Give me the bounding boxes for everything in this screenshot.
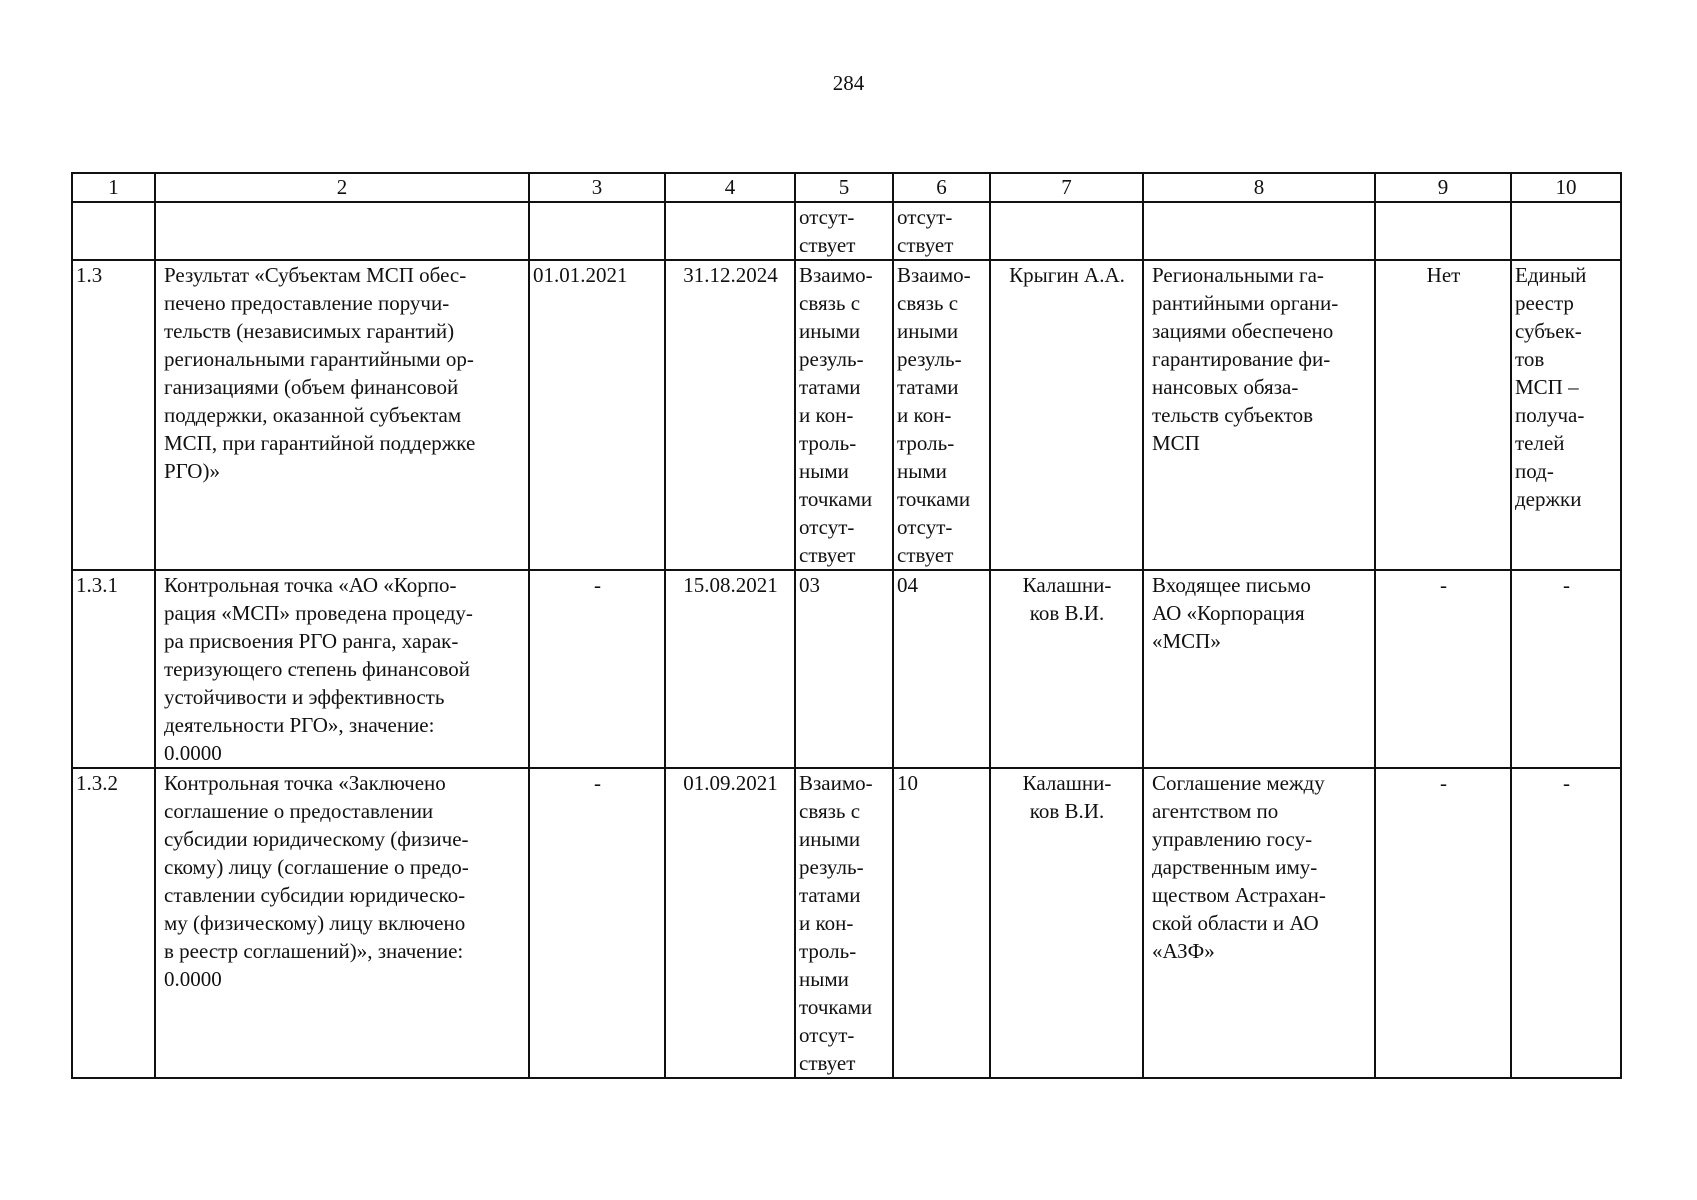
cell-line: 10 [897, 771, 918, 795]
cell-start-date [529, 202, 665, 260]
cell-line: управлению госу- [1152, 827, 1313, 851]
cell-line: Контрольная точка «Заключено [164, 771, 446, 795]
cell-line: точками [799, 487, 873, 511]
cell-responsible [990, 260, 1143, 570]
cell-title [155, 260, 529, 570]
cell-line: отсут- [799, 515, 855, 539]
cell-title [155, 570, 529, 768]
cell-system [1511, 260, 1621, 570]
header-cell: 9 [1375, 173, 1511, 202]
cell-line: ганизациями (объем финансовой [164, 375, 459, 399]
cell-line: деятельности РГО», значение: [164, 713, 435, 737]
cell-line: татами [897, 375, 959, 399]
cell-line: телей [1515, 431, 1565, 455]
cell-line: тельств субъектов [1152, 403, 1314, 427]
cell-number [72, 202, 155, 260]
table-header-row [72, 173, 1621, 202]
cell-line: ными [799, 967, 849, 991]
cell-document [1143, 768, 1375, 1078]
cell-line: иными [799, 827, 861, 851]
cell-line: Единый [1515, 263, 1587, 287]
cell-line: - [1563, 771, 1570, 795]
cell-responsible [990, 768, 1143, 1078]
cell-title [155, 768, 529, 1078]
cell-line: ставлении субсидии юридическо- [164, 883, 466, 907]
data-table [71, 172, 1622, 1079]
cell-line: троль- [799, 431, 857, 455]
table-row [72, 260, 1621, 570]
cell-line: агентством по [1152, 799, 1279, 823]
cell-predecessor [795, 570, 893, 768]
cell-line: точками [897, 487, 971, 511]
cell-line: - [1563, 573, 1570, 597]
cell-end-date [665, 202, 795, 260]
cell-flag: - [1375, 768, 1511, 1078]
cell-line: Контрольная точка «АО «Корпо- [164, 573, 457, 597]
cell-line: печено предоставление поручи- [164, 291, 450, 315]
cell-line: Крыгин А.А. [1009, 263, 1125, 287]
cell-line: поддержки, оказанной субъектам [164, 403, 462, 427]
header-cell: 1 [72, 173, 155, 202]
cell-responsible [990, 570, 1143, 768]
cell-line: реестр [1515, 291, 1574, 315]
table-body [72, 173, 1621, 1078]
header-cell: 5 [795, 173, 893, 202]
cell-line: связь с [799, 799, 861, 823]
cell-line: «МСП» [1152, 629, 1221, 653]
cell-line: 0.0000 [164, 741, 222, 765]
cell-title [155, 202, 529, 260]
cell-line: связь с [897, 291, 959, 315]
cell-line: отсут- [799, 1023, 855, 1047]
cell-successor [893, 260, 990, 570]
cell-number: 1.3.2 [72, 768, 155, 1078]
cell-line: Взаимо- [897, 263, 971, 287]
cell-flag: Нет [1375, 260, 1511, 570]
cell-line: резуль- [897, 347, 962, 371]
cell-end-date: 31.12.2024 [665, 260, 795, 570]
cell-line: ствует [897, 543, 954, 567]
cell-line: РГО)» [164, 459, 220, 483]
cell-line: МСП, при гарантийной поддержке [164, 431, 476, 455]
table-row [72, 768, 1621, 1078]
cell-line: иными [897, 319, 959, 343]
cell-line: отсут- [897, 205, 953, 229]
cell-start-date: - [529, 570, 665, 768]
cell-line: тельств (независимых гарантий) [164, 319, 455, 343]
cell-line: субъек- [1515, 319, 1582, 343]
cell-flag [1375, 202, 1511, 260]
cell-line: и кон- [799, 403, 854, 427]
cell-end-date: 15.08.2021 [665, 570, 795, 768]
cell-line: в реестр соглашений)», значение: [164, 939, 464, 963]
cell-line: Взаимо- [799, 771, 873, 795]
cell-line: дарственным иму- [1152, 855, 1318, 879]
cell-end-date: 01.09.2021 [665, 768, 795, 1078]
cell-line: резуль- [799, 855, 864, 879]
cell-line: ствует [799, 233, 856, 257]
cell-line: 0.0000 [164, 967, 222, 991]
cell-line: ствует [897, 233, 954, 257]
cell-line: Входящее письмо [1152, 573, 1311, 597]
cell-start-date: 01.01.2021 [529, 260, 665, 570]
cell-line: МСП – [1515, 375, 1579, 399]
cell-line: Калашни- [1022, 573, 1112, 597]
cell-predecessor [795, 260, 893, 570]
cell-system [1511, 768, 1621, 1078]
header-cell: 8 [1143, 173, 1375, 202]
cell-line: Взаимо- [799, 263, 873, 287]
header-cell: 7 [990, 173, 1143, 202]
table-row [72, 570, 1621, 768]
cell-line: татами [799, 883, 861, 907]
cell-line: Соглашение между [1152, 771, 1325, 795]
cell-line: ра присвоения РГО ранга, харак- [164, 629, 459, 653]
cell-line: устойчивости и эффективность [164, 685, 445, 709]
cell-line: рация «МСП» проведена процеду- [164, 601, 473, 625]
cell-line: 04 [897, 573, 918, 597]
cell-line: соглашение о предоставлении [164, 799, 434, 823]
cell-line: му (физическому) лицу включено [164, 911, 466, 935]
cell-line: и кон- [799, 911, 854, 935]
cell-flag: - [1375, 570, 1511, 768]
cell-line: троль- [799, 939, 857, 963]
cell-line: иными [799, 319, 861, 343]
cell-successor [893, 768, 990, 1078]
cell-line: отсут- [897, 515, 953, 539]
cell-system [1511, 202, 1621, 260]
cell-line: ными [799, 459, 849, 483]
cell-line: гарантирование фи- [1152, 347, 1331, 371]
cell-successor [893, 202, 990, 260]
cell-line: резуль- [799, 347, 864, 371]
header-cell: 2 [155, 173, 529, 202]
cell-document [1143, 570, 1375, 768]
cell-line: татами [799, 375, 861, 399]
cell-line: под- [1515, 459, 1554, 483]
cell-line: ществом Астрахан- [1152, 883, 1326, 907]
cell-system [1511, 570, 1621, 768]
cell-predecessor [795, 768, 893, 1078]
cell-document [1143, 202, 1375, 260]
cell-line: Региональными га- [1152, 263, 1324, 287]
cell-line: держки [1515, 487, 1582, 511]
cell-line: скому) лицу (соглашение о предо- [164, 855, 469, 879]
cell-line: точками [799, 995, 873, 1019]
cell-document [1143, 260, 1375, 570]
cell-line: Результат «Субъектам МСП обес- [164, 263, 467, 287]
cell-line: получа- [1515, 403, 1585, 427]
header-cell: 10 [1511, 173, 1621, 202]
cell-line: отсут- [799, 205, 855, 229]
cell-line: Калашни- [1022, 771, 1112, 795]
cell-line: ков В.И. [1029, 799, 1105, 823]
cell-line: АО «Корпорация [1152, 601, 1305, 625]
page-number: 284 [832, 71, 865, 95]
cell-line: ствует [799, 1051, 856, 1075]
cell-line: тов [1515, 347, 1545, 371]
cell-line: зациями обеспечено [1152, 319, 1334, 343]
table-row [72, 202, 1621, 260]
cell-start-date: - [529, 768, 665, 1078]
cell-line: троль- [897, 431, 955, 455]
cell-line: теризующего степень финансовой [164, 657, 471, 681]
cell-number: 1.3.1 [72, 570, 155, 768]
cell-line: ствует [799, 543, 856, 567]
header-cell: 3 [529, 173, 665, 202]
cell-line: ской области и АО [1152, 911, 1319, 935]
cell-line: 03 [799, 573, 820, 597]
cell-responsible [990, 202, 1143, 260]
cell-line: ков В.И. [1029, 601, 1105, 625]
cell-number: 1.3 [72, 260, 155, 570]
header-cell: 6 [893, 173, 990, 202]
cell-line: региональными гарантийными ор- [164, 347, 474, 371]
cell-line: «АЗФ» [1152, 939, 1215, 963]
cell-line: связь с [799, 291, 861, 315]
header-cell: 4 [665, 173, 795, 202]
cell-predecessor [795, 202, 893, 260]
cell-line: ными [897, 459, 947, 483]
cell-line: МСП [1152, 431, 1200, 455]
cell-successor [893, 570, 990, 768]
cell-line: рантийными органи- [1152, 291, 1339, 315]
cell-line: и кон- [897, 403, 952, 427]
cell-line: субсидии юридическому (физиче- [164, 827, 469, 851]
cell-line: нансовых обяза- [1152, 375, 1299, 399]
